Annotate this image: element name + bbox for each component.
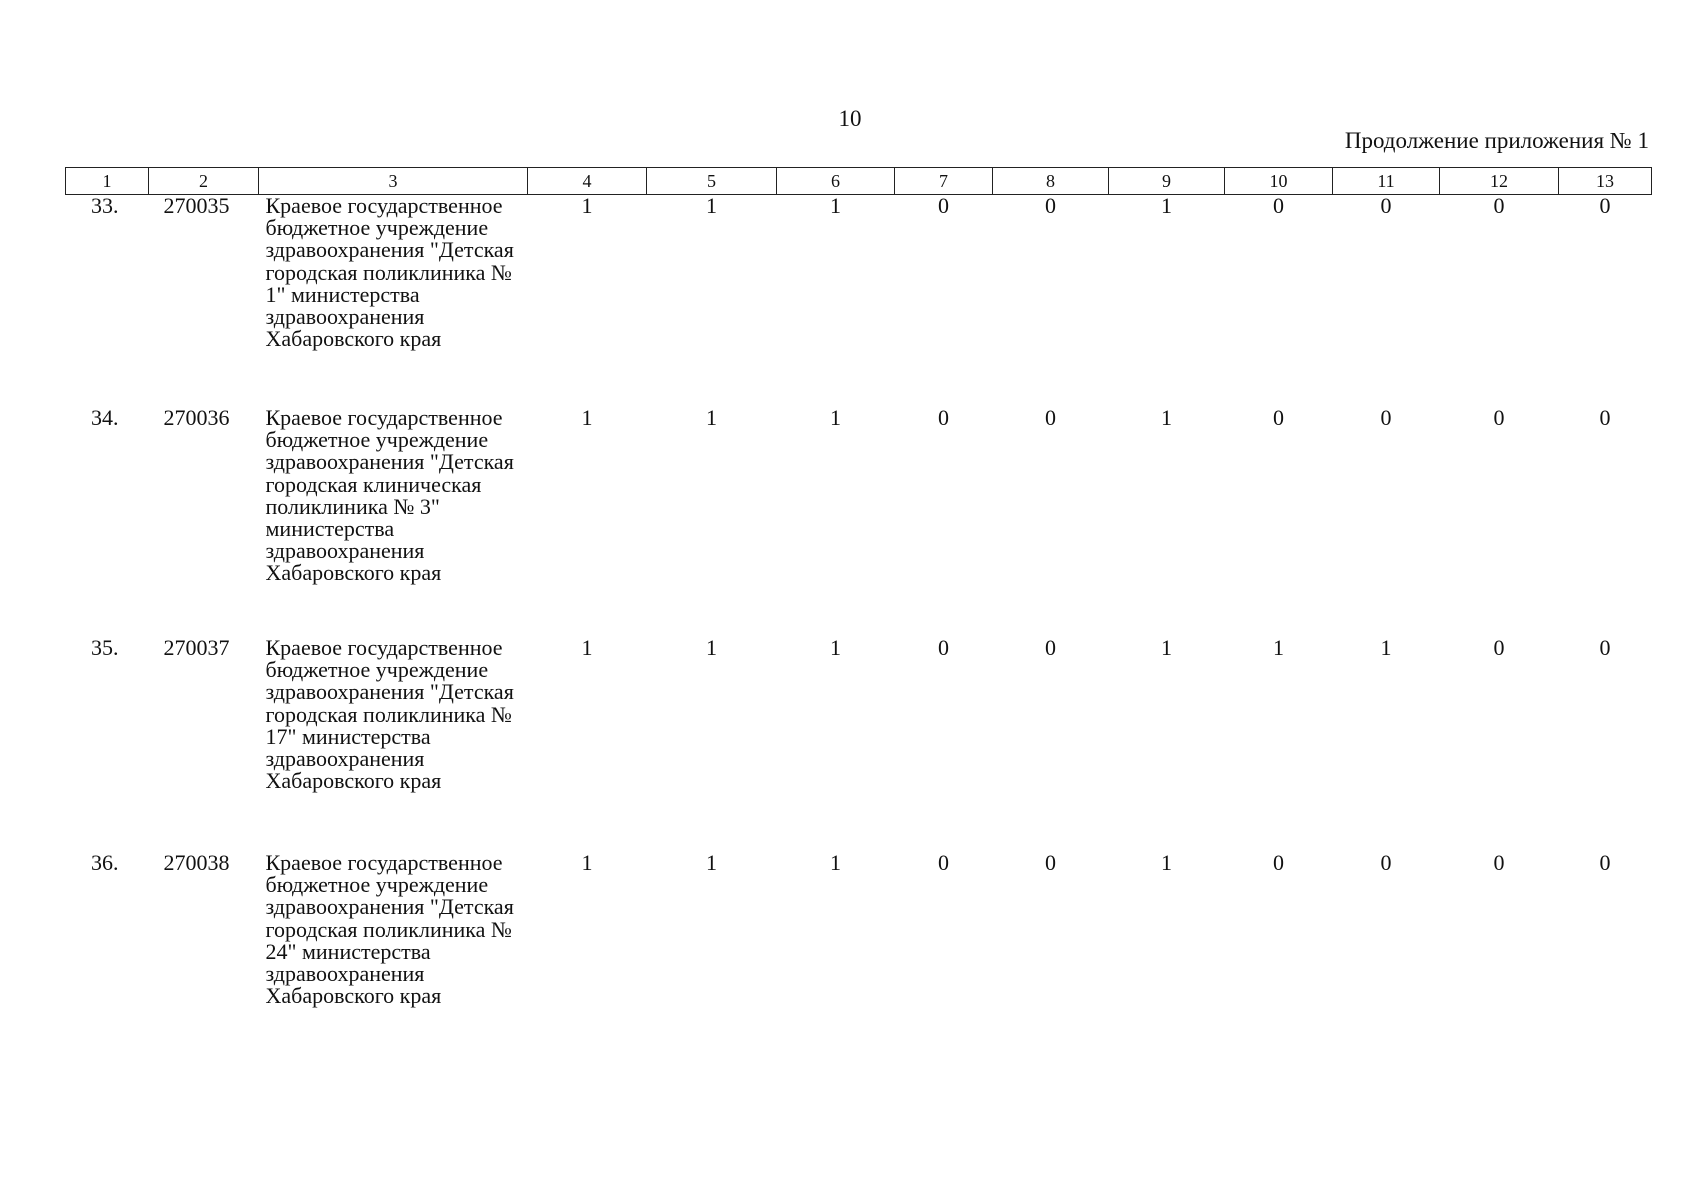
registry-code: 270038	[163, 850, 230, 875]
header-row	[66, 168, 1652, 195]
value-col-8: 0	[1045, 635, 1056, 660]
value-col-4: 1	[581, 850, 593, 875]
table-row	[66, 195, 1652, 408]
registry-code: 270036	[163, 405, 230, 430]
value-col-10: 1	[1273, 635, 1284, 660]
column-header-7: 7	[895, 168, 993, 195]
value-col-8: 0	[1045, 850, 1056, 875]
column-header-11: 11	[1333, 168, 1440, 195]
row-number: 34.	[91, 405, 119, 430]
value-col-6: 1	[830, 193, 841, 218]
value-col-13: 0	[1599, 850, 1611, 875]
table-row	[66, 407, 1652, 637]
value-col-8: 0	[1045, 405, 1056, 430]
value-col-4: 1	[581, 405, 593, 430]
value-col-8: 0	[1045, 193, 1056, 218]
value-col-4: 1	[581, 635, 593, 660]
value-col-5: 1	[706, 635, 717, 660]
row-number: 35.	[91, 635, 119, 660]
value-col-9: 1	[1161, 405, 1172, 430]
table-row	[66, 852, 1652, 1072]
value-col-10: 0	[1273, 850, 1284, 875]
value-col-13: 0	[1599, 635, 1611, 660]
column-header-5: 5	[647, 168, 777, 195]
column-header-4: 4	[528, 168, 647, 195]
value-col-9: 1	[1161, 193, 1172, 218]
column-header-10: 10	[1225, 168, 1333, 195]
registry-code: 270037	[163, 635, 230, 660]
organization-name: Краевое государственное бюджетное учреждение здравоохранения "Детская городская поликлиника № 1" министерства здравоохранения Хабаровского края	[265, 193, 514, 352]
value-col-7: 0	[938, 635, 949, 660]
value-col-6: 1	[830, 850, 841, 875]
value-col-5: 1	[706, 405, 717, 430]
column-header-1: 1	[66, 168, 149, 195]
value-col-6: 1	[830, 405, 841, 430]
column-header-9: 9	[1109, 168, 1225, 195]
value-col-7: 0	[938, 193, 949, 218]
column-header-8: 8	[993, 168, 1109, 195]
column-header-2: 2	[149, 168, 259, 195]
column-header-13: 13	[1559, 168, 1652, 195]
column-header-3: 3	[259, 168, 528, 195]
value-col-12: 0	[1493, 850, 1505, 875]
column-header-6: 6	[777, 168, 895, 195]
organization-name: Краевое государственное бюджетное учреждение здравоохранения "Детская городская поликлиника № 17" министерства здравоохранения Хабаровского края	[265, 635, 514, 794]
value-col-11: 1	[1380, 635, 1392, 660]
value-col-13: 0	[1599, 405, 1611, 430]
value-col-12: 0	[1493, 405, 1505, 430]
value-col-10: 0	[1273, 405, 1284, 430]
table-row	[66, 637, 1652, 852]
value-col-5: 1	[706, 193, 717, 218]
value-col-13: 0	[1599, 193, 1611, 218]
value-col-9: 1	[1161, 635, 1172, 660]
value-col-9: 1	[1161, 850, 1172, 875]
organization-name: Краевое государственное бюджетное учреждение здравоохранения "Детская городская поликлиника № 24" министерства здравоохранения Хабаровского края	[265, 850, 514, 1009]
value-col-11: 0	[1380, 193, 1392, 218]
continuation-label: Продолжение приложения № 1	[1344, 128, 1649, 153]
page-number: 10	[838, 106, 862, 131]
column-header-12: 12	[1440, 168, 1559, 195]
row-number: 36.	[91, 850, 119, 875]
registry-table	[65, 167, 1652, 1072]
value-col-7: 0	[938, 850, 949, 875]
registry-code: 270035	[163, 193, 230, 218]
value-col-10: 0	[1273, 193, 1284, 218]
value-col-6: 1	[830, 635, 841, 660]
value-col-11: 0	[1380, 850, 1392, 875]
row-number: 33.	[91, 193, 119, 218]
organization-name: Краевое государственное бюджетное учреждение здравоохранения "Детская городская клиническая поликлиника № 3" министерства здравоохранения Хабаровского края	[265, 405, 514, 586]
value-col-12: 0	[1493, 635, 1505, 660]
value-col-4: 1	[581, 193, 593, 218]
value-col-5: 1	[706, 850, 717, 875]
value-col-12: 0	[1493, 193, 1505, 218]
value-col-7: 0	[938, 405, 949, 430]
value-col-11: 0	[1380, 405, 1392, 430]
